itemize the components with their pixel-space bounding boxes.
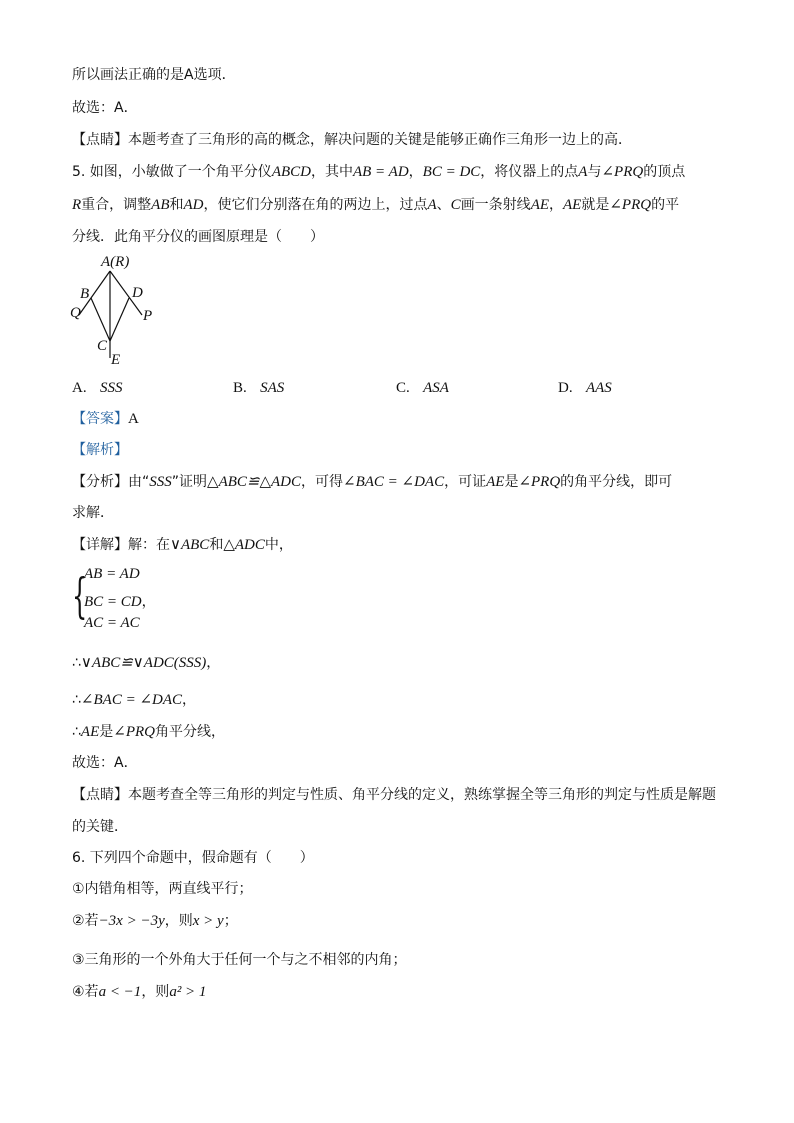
math: AB [151, 197, 170, 213]
text: ，则 [141, 984, 170, 1000]
math: A [578, 164, 588, 180]
math: R [72, 197, 82, 213]
fenxi-line1 [72, 473, 672, 491]
math: −3x > −3y [98, 913, 165, 929]
math: a < −1 [98, 984, 142, 1000]
option-letter: D. [558, 380, 573, 396]
option-b [233, 380, 284, 397]
math: ∠PRQ [113, 724, 155, 740]
label-E: E [111, 352, 121, 368]
text: ， [408, 164, 423, 180]
math: AE [486, 474, 505, 490]
q5-stem-line2 [72, 196, 679, 214]
prev-conclusion: 所以画法正确的是A选项． [72, 67, 236, 83]
q5-stem-line3: 分线．此角平分仪的画图原理是（ ） [72, 229, 324, 245]
q6-statement-1: ①内错角相等，两直线平行； [72, 881, 253, 897]
label-A: A(R) [101, 254, 130, 270]
q6-statement-2 [72, 912, 238, 930]
segment-BC [91, 298, 110, 341]
therefore-symbol: ∴ [72, 724, 81, 740]
option-a [72, 380, 122, 397]
text: 角平分线， [154, 724, 225, 740]
math: C [450, 197, 461, 213]
text: 和 [209, 537, 224, 553]
math: AE [563, 197, 582, 213]
math: SSS [149, 474, 172, 490]
q5-choice: 故选：A． [72, 755, 138, 771]
system-brace: { [72, 568, 88, 624]
system-eq-1: AB = AD [84, 566, 140, 582]
fenxi-tag: 【分析】 [72, 474, 128, 490]
option-letter: C. [396, 380, 410, 396]
math: ∠BAC = ∠DAC [343, 474, 445, 490]
option-text: ASA [423, 380, 449, 396]
text: ， [206, 655, 221, 671]
option-c [396, 380, 449, 397]
text: ， [549, 197, 564, 213]
text: 解：在 [128, 537, 170, 553]
math: ∨ABC≌∨ADC(SSS) [80, 655, 207, 671]
xiangjie-line [72, 536, 293, 554]
text: 是 [504, 474, 519, 490]
math: AB = AD [352, 164, 409, 180]
q5-dianjing-1: 【点睛】本题考查全等三角形的判定与性质、角平分线的定义，熟练掌握全等三角形的判定与性质是解题 [72, 787, 716, 803]
math: x > y [192, 913, 224, 929]
answer-line [72, 410, 139, 428]
option-d [558, 380, 612, 397]
math: ∨ABC [170, 537, 210, 553]
math: △ADC [223, 537, 265, 553]
option-letter: A. [72, 380, 87, 396]
text: ，可得 [301, 474, 344, 490]
system-eq-2 [84, 591, 156, 611]
q6-statement-3: ③三角形的一个外角大于任何一个与之不相邻的内角； [72, 952, 407, 968]
option-text: SAS [260, 380, 285, 396]
text: ”证明 [171, 474, 208, 490]
text: 的平 [651, 197, 680, 213]
text: ， [182, 692, 197, 708]
text: 、 [436, 197, 451, 213]
answer-tag: 【答案】 [72, 411, 128, 427]
text: 的角平分线，即可 [560, 474, 673, 490]
text: 与 [587, 164, 602, 180]
q6-statement-4 [72, 983, 206, 1001]
text: 中， [264, 537, 293, 553]
text: 的顶点 [643, 164, 686, 180]
fenxi-line2: 求解． [72, 505, 114, 521]
math: △ABC≌△ADC [207, 474, 302, 490]
text: ，其中 [310, 164, 353, 180]
text: 由“ [128, 474, 150, 490]
label-D: D [132, 285, 143, 301]
text: ，将仪器上的点 [480, 164, 579, 180]
text: ，使它们分别落在角的两边上，过点 [203, 197, 428, 213]
math: AE [80, 724, 100, 740]
q5-stem-line1 [72, 163, 685, 181]
math: ∠PRQ [518, 474, 561, 490]
jiexi-tag: 【解析】 [72, 442, 128, 458]
math: A [427, 197, 437, 213]
label-Q: Q [70, 305, 81, 321]
text: ； [223, 913, 238, 929]
option-letter: B. [233, 380, 247, 396]
label-P: P [143, 308, 153, 324]
segment-DC [110, 298, 129, 341]
text: ④若 [72, 984, 99, 1000]
math: BC = CD [84, 594, 142, 610]
math: AE [530, 197, 550, 213]
angle-bisector-figure [60, 250, 170, 370]
math: ∠PRQ [609, 197, 652, 213]
therefore-3 [72, 723, 225, 741]
label-B: B [80, 286, 90, 302]
math: ABCD [271, 164, 311, 180]
therefore-symbol: ∴ [72, 692, 81, 708]
text: ，则 [164, 913, 193, 929]
text: ， [141, 594, 156, 610]
text: 重合，调整 [81, 197, 152, 213]
xiangjie-tag: 【详解】 [72, 537, 128, 553]
q5-dianjing-2: 的关键． [72, 819, 128, 835]
text: 是 [99, 724, 114, 740]
text: 画一条射线 [460, 197, 531, 213]
text: 就是 [581, 197, 610, 213]
therefore-symbol: ∴ [72, 655, 81, 671]
math: ∠PRQ [601, 164, 644, 180]
therefore-2 [72, 691, 196, 709]
prev-dianjing: 【点睛】本题考查了三角形的高的概念，解决问题的关键是能够正确作三角形一边上的高． [72, 132, 632, 148]
label-C: C [97, 338, 108, 354]
math: BC = DC [422, 164, 481, 180]
system-eq-3: AC = AC [84, 615, 140, 631]
math: a² > 1 [169, 984, 207, 1000]
prev-choice: 故选：A． [72, 100, 138, 116]
math: AD [183, 197, 204, 213]
text: 5. 如图，小敏做了一个角平分仪 [72, 164, 272, 180]
answer-value: A [128, 411, 139, 427]
text: ，可证 [444, 474, 487, 490]
q6-stem: 6. 下列四个命题中，假命题有（ ） [72, 850, 314, 866]
text: ②若 [72, 913, 99, 929]
therefore-1 [72, 654, 220, 672]
text: 和 [169, 197, 184, 213]
option-text: SSS [99, 380, 123, 396]
option-text: AAS [585, 380, 612, 396]
math: ∠BAC = ∠DAC [80, 692, 183, 708]
